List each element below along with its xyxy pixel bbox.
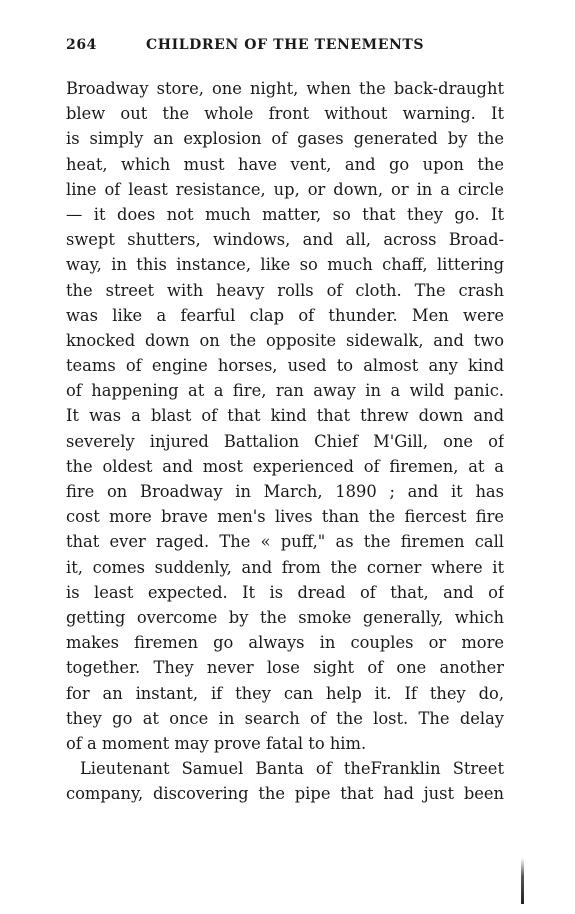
- running-title: CHILDREN OF THE TENEMENTS: [146, 37, 425, 53]
- text-line: company, discovering the pipe that had just been: [66, 784, 504, 804]
- text-line: makes firemen go always in couples or more: [66, 633, 504, 653]
- text-line: that ever raged. The « puff," as the firemen call: [66, 532, 504, 552]
- text-line: was like a fearful clap of thunder. Men were: [66, 305, 504, 325]
- text-line: they go at once in search of the lost. The delay: [66, 708, 504, 728]
- text-line: teams of engine horses, used to almost any kind: [66, 356, 504, 376]
- text-line: it, comes suddenly, and from the corner where it: [66, 557, 504, 577]
- text-line: getting overcome by the smoke generally, which: [66, 607, 504, 627]
- page-number: 264: [66, 37, 98, 53]
- text-line: heat, which must have vent, and go upon the: [66, 154, 504, 174]
- text-line: swept shutters, windows, and all, across Broad-: [66, 230, 504, 250]
- text-line: knocked down on the opposite sidewalk, and two: [66, 330, 504, 350]
- text-line: — it does not much matter, so that they go. It: [66, 204, 504, 224]
- text-line: cost more brave men's lives than the fiercest fire: [66, 507, 504, 527]
- text-line: Lieutenant Samuel Banta of theFranklin Street: [80, 759, 504, 779]
- page-header: [66, 37, 506, 57]
- page-edge-mark: [521, 858, 524, 904]
- text-line: together. They never lose sight of one another: [66, 658, 504, 678]
- text-line: of happening at a fire, ran away in a wild panic.: [66, 381, 504, 401]
- text-line: line of least resistance, up, or down, or in a circle: [66, 179, 504, 199]
- body-text: [66, 76, 504, 806]
- text-line: is simply an explosion of gases generated by the: [66, 129, 504, 149]
- text-line: of a moment may prove fatal to him.: [66, 733, 367, 753]
- text-line: way, in this instance, like so much chaff, littering: [66, 255, 504, 275]
- text-line: fire on Broadway in March, 1890 ; and it has: [66, 482, 504, 501]
- text-line: severely injured Battalion Chief M'Gill, one of: [66, 431, 504, 451]
- text-line: for an instant, if they can help it. If they do,: [66, 683, 504, 703]
- text-line: is least expected. It is dread of that, and of: [66, 582, 504, 602]
- text-line: the oldest and most experienced of firemen, at a: [66, 456, 504, 476]
- text-line: the street with heavy rolls of cloth. The crash: [66, 280, 504, 300]
- text-line: It was a blast of that kind that threw down and: [66, 406, 504, 426]
- text-line: blew out the whole front without warning. It: [66, 104, 504, 124]
- text-line: Broadway store, one night, when the back-draught: [66, 79, 504, 98]
